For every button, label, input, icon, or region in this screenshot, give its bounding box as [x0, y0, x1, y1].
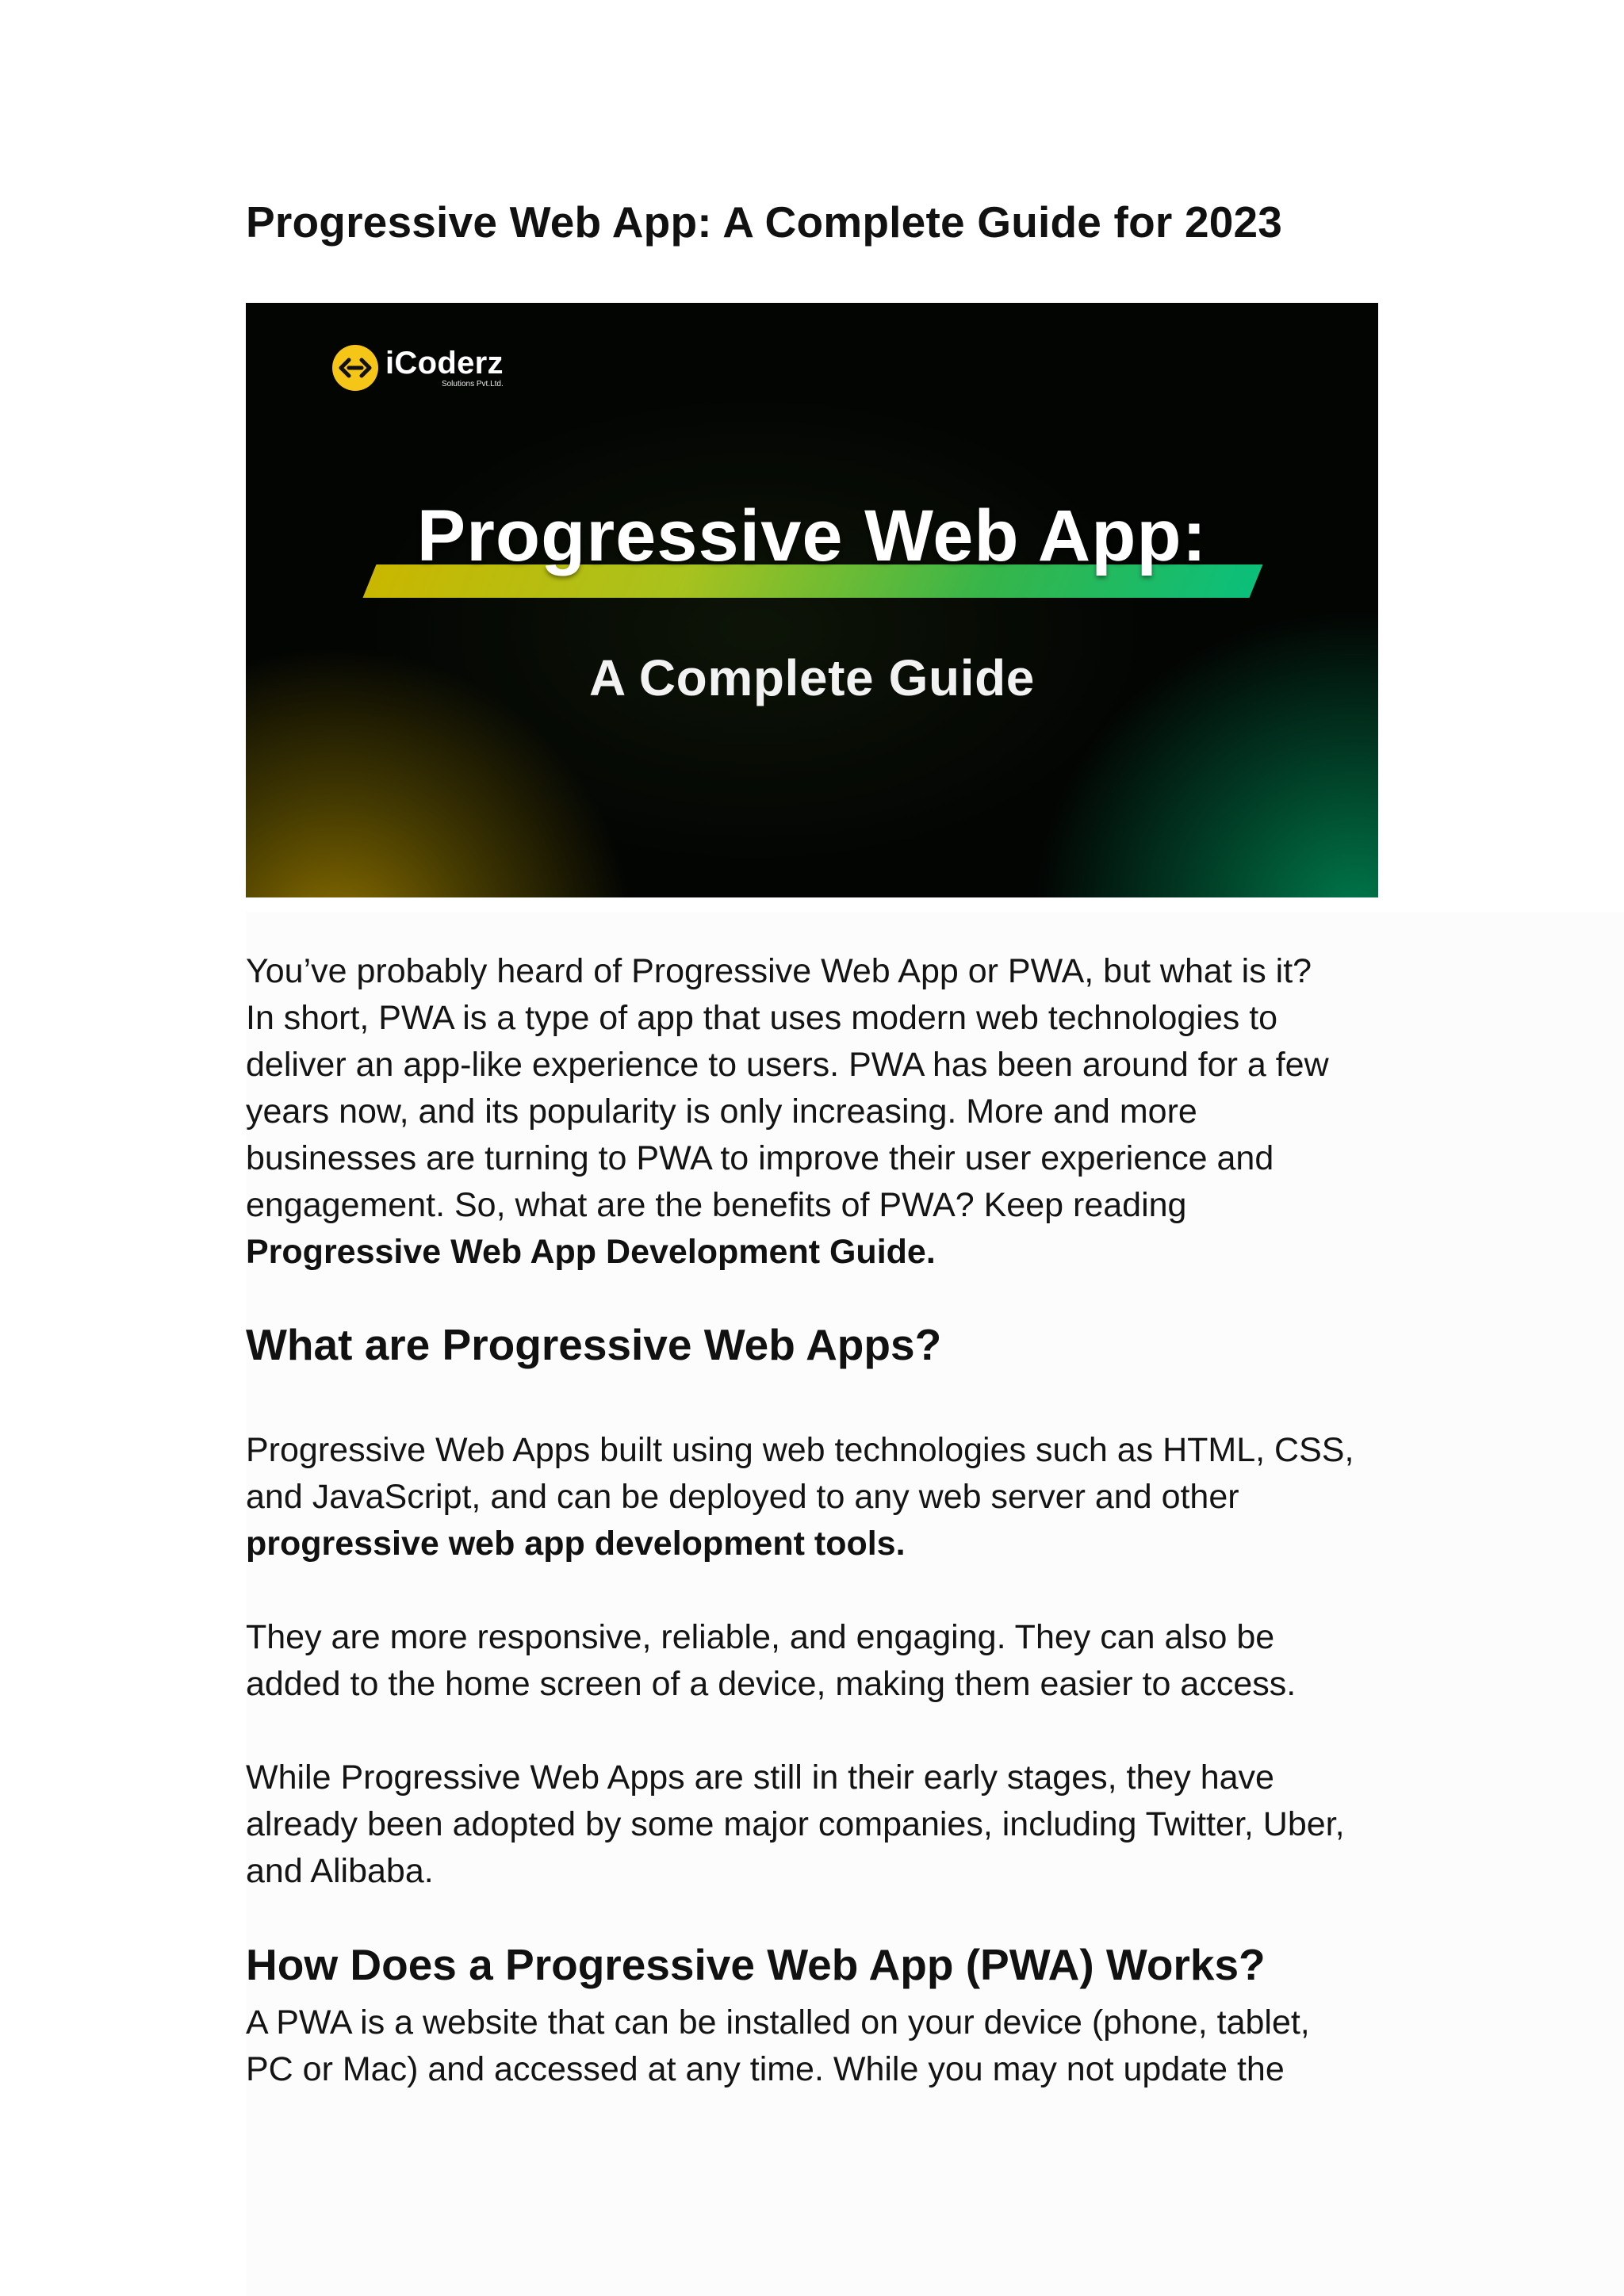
brand-text: [385, 347, 504, 388]
text-line: deliver an app-like experience to users. PWA has been around for a few: [246, 1046, 1329, 1084]
text-line: While Progressive Web Apps are still in their early stages, they have: [246, 1758, 1274, 1797]
text-line: already been adopted by some major companies, including Twitter, Uber,: [246, 1805, 1345, 1843]
document-title: Progressive Web App: A Complete Guide for 2023: [246, 197, 1283, 247]
text-line: engagement. So, what are the benefits of PWA? Keep reading: [246, 1186, 1187, 1224]
text-line: In short, PWA is a type of app that uses modern web technologies to: [246, 999, 1278, 1037]
text-line: You’ve probably heard of Progressive Web App or PWA, but what is it?: [246, 952, 1312, 990]
heading-what-are-pwas: What are Progressive Web Apps?: [246, 1320, 942, 1369]
brand-subtitle: Solutions Pvt.Ltd.: [441, 380, 504, 388]
bold-text: Progressive Web App Development Guide.: [246, 1233, 936, 1271]
what-paragraph-2: [246, 1614, 1411, 1708]
how-paragraph-1: [246, 1999, 1411, 2093]
text-line: years now, and its popularity is only increasing. More and more: [246, 1093, 1197, 1131]
text-line: added to the home screen of a device, making them easier to access.: [246, 1665, 1297, 1703]
brand-logo: [331, 344, 504, 392]
text-line: They are more responsive, reliable, and engaging. They can also be: [246, 1618, 1275, 1656]
hero-subheadline: A Complete Guide: [589, 649, 1035, 706]
heading-how-pwa-works: How Does a Progressive Web App (PWA) Works?: [246, 1940, 1266, 1989]
text-line: and JavaScript, and can be deployed to any web server and other: [246, 1478, 1239, 1516]
text-line: A PWA is a website that can be installed on your device (phone, tablet,: [246, 2003, 1310, 2042]
intro-paragraph: [246, 948, 1411, 1276]
text-line: and Alibaba.: [246, 1852, 434, 1890]
hero-image: [246, 303, 1378, 897]
what-paragraph-1: [246, 1427, 1411, 1567]
brand-name: iCoderz: [385, 346, 504, 381]
text-line: PC or Mac) and accessed at any time. While you may not update the: [246, 2050, 1285, 2088]
bold-text: progressive web app development tools.: [246, 1525, 906, 1563]
what-paragraph-3: [246, 1755, 1411, 1895]
code-brackets-icon: [331, 344, 379, 392]
text-line: businesses are turning to PWA to improve their user experience and: [246, 1139, 1274, 1177]
text-line: Progressive Web Apps built using web technologies such as HTML, CSS,: [246, 1431, 1354, 1469]
hero-headline: Progressive Web App:: [416, 496, 1208, 576]
